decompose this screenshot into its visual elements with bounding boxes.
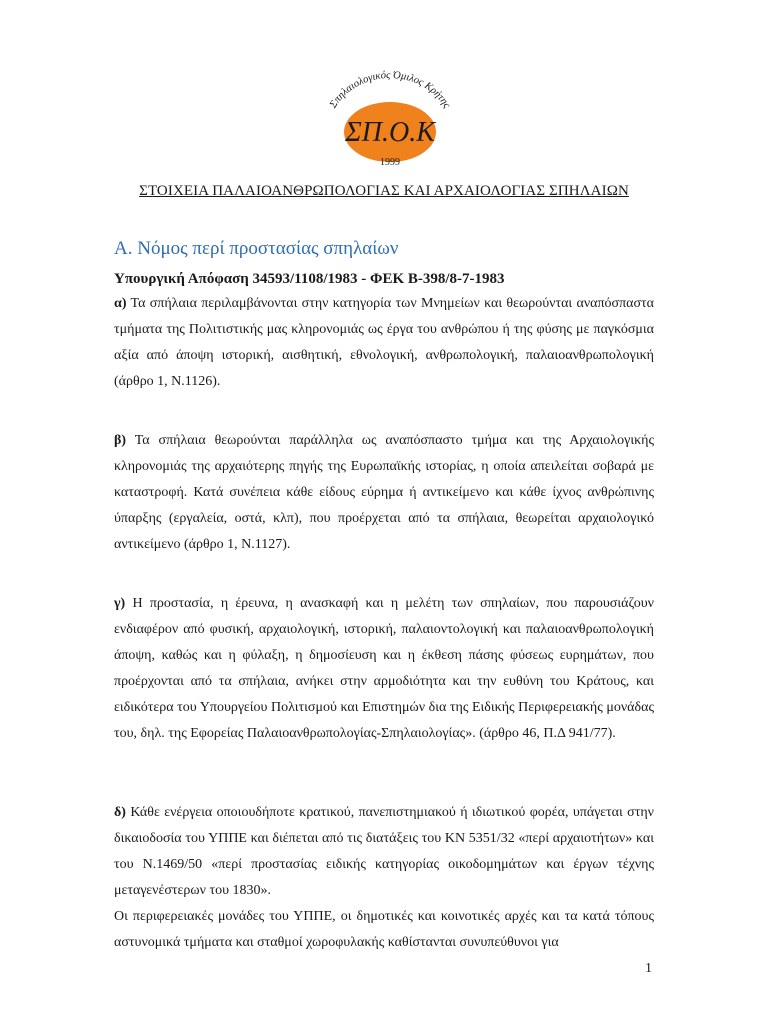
paragraph-d [114,800,654,956]
paragraph-a [114,291,654,395]
decree-reference: Υπουργική Απόφαση 34593/1108/1983 - ΦΕΚ Β-398/8-7-1983 [114,271,505,287]
paragraph-text: Η προστασία, η έρευνα, η ανασκαφή και η μελέτη των σπηλαίων, που παρουσιάζουν ενδιαφέρον από φυσική, αρχαιολογική, ιστορική, παλαιοντολογική και παλαιοανθρωπολογική άποψη, καθώς και η φύλαξη, η δημοσίευση και η έκθεση πάσης φύσεως ευρημάτων, που προέρχονται από τα σπήλαια, ανήκει στην αρμοδιότητα και την ευθύνη του Κράτους, και ειδικότερα του Υπουργείου Πολιτισμού και Επιστημών δια της Ειδικής Περιφερειακής μονάδας του, δηλ. της Εφορείας Παλαιοανθρωπολογίας-Σπηλαιολογίας». (άρθρο 46, Π.Δ 941/77). [114,596,654,741]
paragraph-text: Τα σπήλαια περιλαμβάνονται στην κατηγορία των Μνημείων και θεωρούνται αναπόσπαστα τμήματα της Πολιτιστικής μας κληρονομιάς ως έργα του ανθρώπου ή της φύσης με παγκόσμια αξία από άποψη ιστορική, αισθητική, εθνολογική, ανθρωπολογική, παλαιοανθρωπολογική (άρθρο 1, Ν.1126). [114,296,655,389]
paragraph-marker: δ) [114,805,126,820]
document-title: ΣΤΟΙΧΕΙΑ ΠΑΛΑΙΟΑΝΘΡΩΠΟΛΟΓΙΑΣ ΚΑΙ ΑΡΧΑΙΟΛΟΓΙΑΣ ΣΠΗΛΑΙΩΝ [139,183,629,199]
paragraph-b [114,428,654,558]
club-logo [300,60,480,172]
logo-arc-text: Σπηλαιολογικός Όμιλος Κρήτης [327,69,453,111]
logo-letters: ΣΠ.Ο.Κ [345,117,435,148]
page-number: 1 [645,961,652,976]
paragraph-text: Κάθε ενέργεια οποιουδήποτε κρατικού, πανεπιστημιακού ή ιδιωτικού φορέα, υπάγεται στην δικαιοδοσία του ΥΠΠΕ και διέπεται από τις διατάξεις του ΚΝ 5351/32 «περί αρχαιοτήτων» και του Ν.1469/50 «περί προστασίας ειδικής κατηγορίας οικοδομημάτων και έργων τέχνης μεταγενέστερων του 1830». [114,805,654,898]
paragraph-marker: α) [114,296,127,311]
logo-year: 1999 [380,157,400,168]
paragraph-continuation: Οι περιφερειακές μονάδες του ΥΠΠΕ, οι δημοτικές και κοινοτικές αρχές και τα κατά τόπους αστυνομικά τμήματα και σταθμοί χωροφυλακής καθίστανται συνυπεύθυνοι για [114,909,654,950]
paragraph-marker: β) [114,433,127,448]
paragraph-text: Τα σπήλαια θεωρούνται παράλληλα ως αναπόσπαστο τμήμα και της Αρχαιολογικής κληρονομιάς της αρχαιότερης πηγής της Ευρωπαϊκής ιστορίας, η οποία απειλείται σοβαρά με καταστροφή. Κατά συνέπεια κάθε είδους εύρημα ή αντικείμενο και κάθε ίχνος ανθρώπινης ύπαρξης (εργαλεία, οστά, κλπ), που προέρχεται από τα σπήλαια, θεωρείται αρχαιολογικό αντικείμενο (άρθρο 1, Ν.1127). [114,433,655,552]
paragraph-marker: γ) [114,596,126,611]
club-logo-emblem [300,60,480,172]
section-heading: Α. Νόμος περί προστασίας σπηλαίων [114,238,399,259]
paragraph-c [114,591,654,747]
